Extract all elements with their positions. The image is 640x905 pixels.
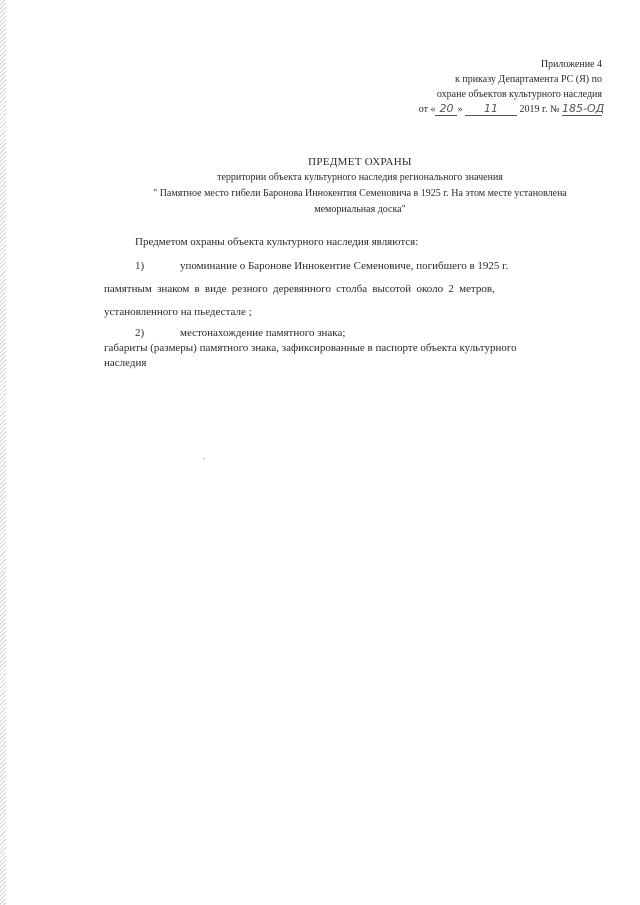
handwritten-month: 11 bbox=[465, 103, 517, 116]
item-2-line-3: наследия bbox=[104, 357, 147, 369]
scan-speck bbox=[203, 458, 205, 459]
item-1-line-2: памятным знаком в виде резного деревянного столба высотой около 2 метров, bbox=[104, 283, 495, 295]
appendix-date-line bbox=[418, 102, 605, 117]
appendix-order-ref: к приказу Департамента РС (Я) по bbox=[454, 74, 602, 85]
item-2-number: 2) bbox=[135, 327, 145, 339]
date-mid: » bbox=[457, 104, 463, 115]
item-1-line-3: установленного на пьедестале ; bbox=[104, 306, 252, 318]
intro-text: Предметом охраны объекта культурного наследия являются: bbox=[135, 236, 419, 248]
document-subtitle: территории объекта культурного наследия регионального значения bbox=[217, 172, 503, 183]
item-1-number: 1) bbox=[135, 260, 145, 272]
item-2-line-2: габариты (размеры) памятного знака, зафиксированные в паспорте объекта культурного bbox=[104, 342, 517, 354]
year-text: 2019 г. № bbox=[519, 104, 560, 115]
handwritten-order-number: 185-ОД bbox=[562, 102, 605, 115]
title-block bbox=[100, 154, 620, 218]
appendix-header bbox=[418, 57, 605, 117]
date-prefix: от « bbox=[418, 104, 436, 115]
scan-edge bbox=[0, 0, 6, 905]
item-2-line-1: местонахождение памятного знака; bbox=[180, 327, 346, 339]
object-name-line-2: мемориальная доска" bbox=[314, 204, 406, 215]
item-1-line-1: упоминание о Баронове Иннокентие Семеновиче, погибшего в 1925 г. bbox=[180, 260, 509, 272]
appendix-number: Приложение 4 bbox=[540, 59, 602, 70]
object-name-line-1: " Памятное место гибели Баронова Иннокентия Семеновича в 1925 г. На этом месте установлена bbox=[153, 188, 567, 199]
handwritten-day: 20 bbox=[435, 103, 457, 116]
document-title: ПРЕДМЕТ ОХРАНЫ bbox=[308, 156, 412, 168]
appendix-department: охране объектов культурного наследия bbox=[436, 89, 602, 100]
